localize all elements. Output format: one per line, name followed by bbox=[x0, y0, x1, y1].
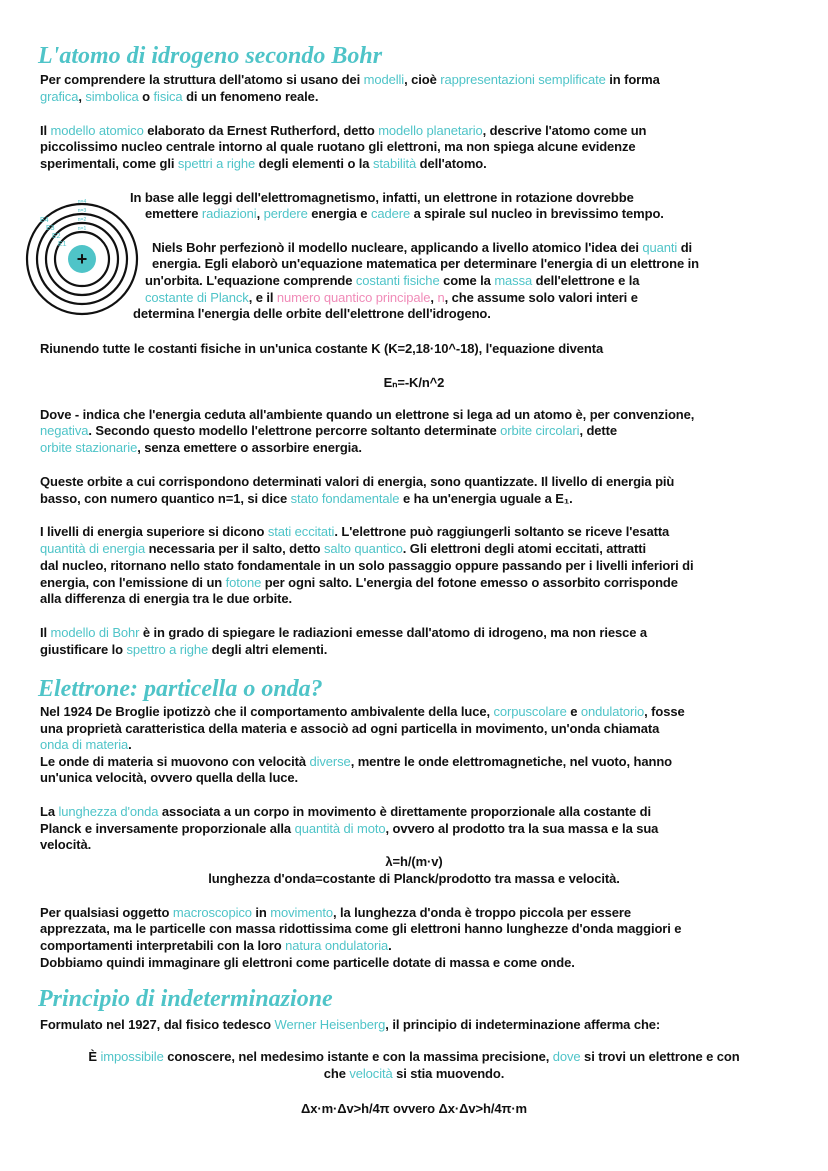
highlighted-term: modello planetario bbox=[378, 123, 483, 138]
equation-energy bbox=[0, 374, 828, 391]
text-line bbox=[40, 904, 631, 921]
section-title-bohr: L'atomo di idrogeno secondo Bohr bbox=[38, 43, 383, 69]
text-segment: determina l'energia delle orbite dell'elettrone dell'idrogeno. bbox=[133, 306, 491, 321]
energy-label: E2 bbox=[52, 233, 61, 240]
highlighted-term: n bbox=[437, 290, 445, 305]
text-segment: o bbox=[138, 89, 154, 104]
text-segment: apprezzata, ma le particelle con massa ridottissima come gli elettroni hanno lunghezze d'onda maggiori e bbox=[40, 921, 682, 936]
text-segment: Δx·m·Δv>h/4π ovvero Δx·Δv>h/4π·m bbox=[300, 1101, 528, 1116]
text-segment: . bbox=[128, 737, 132, 752]
text-segment: La bbox=[40, 804, 59, 819]
text-line bbox=[40, 753, 672, 770]
text-segment: , e il bbox=[248, 290, 277, 305]
text-segment: dell'elettrone e la bbox=[532, 273, 640, 288]
text-line bbox=[40, 523, 669, 540]
text-segment: elaborato da Ernest Rutherford, detto bbox=[143, 123, 379, 138]
highlighted-term: stato fondamentale bbox=[290, 491, 400, 506]
highlighted-term: quantità di energia bbox=[40, 541, 146, 556]
text-segment: Dove - indica che l'energia ceduta all'ambiente quando un elettrone si lega ad un atomo è, per convenzione, bbox=[40, 407, 695, 422]
text-segment: a spirale sul nucleo in brevissimo tempo. bbox=[410, 206, 664, 221]
text-segment: In base alle leggi dell'elettromagnetismo, infatti, un elettrone in rotazione dovrebbe bbox=[130, 190, 634, 205]
highlighted-term: salto quantico bbox=[323, 541, 403, 556]
text-line bbox=[152, 239, 692, 256]
text-segment: Queste orbite a cui corrispondono determinati valori di energia, sono quantizzate. Il livello di energia più bbox=[40, 474, 675, 489]
text-line bbox=[40, 439, 362, 456]
highlighted-term: grafica bbox=[40, 89, 79, 104]
text-line bbox=[40, 138, 636, 155]
text-line bbox=[40, 624, 647, 641]
text-line bbox=[133, 305, 491, 322]
highlighted-term: diverse bbox=[309, 754, 351, 769]
section-title-electron: Elettrone: particella o onda? bbox=[38, 676, 323, 702]
text-segment: , senza emettere o assorbire energia. bbox=[137, 440, 362, 455]
text-line bbox=[40, 155, 487, 172]
text-segment: . Gli elettroni degli atomi eccitati, attratti bbox=[402, 541, 646, 556]
text-segment: è in grado di spiegare le radiazioni emesse dall'atomo di idrogeno, ma non riesce a bbox=[139, 625, 647, 640]
text-segment: sperimentali, come gli bbox=[40, 156, 178, 171]
text-line bbox=[145, 205, 664, 222]
text-line bbox=[40, 820, 658, 837]
text-segment: in forma bbox=[605, 72, 660, 87]
text-segment: energia. Egli elaborò un'equazione matematica per determinare l'energia di un elettrone in bbox=[152, 256, 699, 271]
text-segment: , ovvero al prodotto tra la sua massa e la sua bbox=[385, 821, 659, 836]
text-line bbox=[40, 71, 660, 88]
text-line bbox=[40, 703, 685, 720]
highlighted-term: negativa bbox=[40, 423, 89, 438]
text-segment: Per comprendere la struttura dell'atomo si usano dei bbox=[40, 72, 364, 87]
orbit-label: n=1 bbox=[77, 226, 87, 232]
text-segment: conoscere, nel medesimo istante e con la massima precisione, bbox=[163, 1049, 553, 1064]
highlighted-term: dove bbox=[552, 1049, 581, 1064]
text-line bbox=[40, 88, 318, 105]
highlighted-term: macroscopico bbox=[172, 905, 252, 920]
text-line bbox=[40, 422, 617, 439]
text-segment: energia e bbox=[307, 206, 371, 221]
highlighted-term: costanti fisiche bbox=[355, 273, 440, 288]
text-segment: dell'atomo. bbox=[416, 156, 487, 171]
highlighted-term: rappresentazioni semplificate bbox=[440, 72, 606, 87]
text-segment: degli altri elementi. bbox=[208, 642, 328, 657]
text-segment: Le onde di materia si muovono con velocità bbox=[40, 754, 310, 769]
highlighted-term: impossibile bbox=[100, 1049, 164, 1064]
highlighted-term: costante di Planck bbox=[145, 290, 249, 305]
text-line bbox=[40, 769, 298, 786]
text-line bbox=[40, 574, 678, 591]
highlighted-term: quanti bbox=[642, 240, 678, 255]
highlighted-term: massa bbox=[494, 273, 533, 288]
text-segment: lunghezza d'onda=costante di Planck/prodotto tra massa e velocità. bbox=[208, 871, 620, 886]
text-line bbox=[145, 272, 639, 289]
equation-wavelength-words bbox=[0, 870, 828, 887]
highlighted-term: perdere bbox=[263, 206, 308, 221]
text-line bbox=[40, 1016, 660, 1033]
text-segment: , cioè bbox=[404, 72, 441, 87]
highlighted-term: onda di materia bbox=[40, 737, 129, 752]
highlighted-term: natura ondulatoria bbox=[285, 938, 389, 953]
text-line bbox=[0, 1048, 828, 1065]
text-segment: Niels Bohr perfezionò il modello nucleare, applicando a livello atomico l'idea dei bbox=[152, 240, 643, 255]
highlighted-term: simbolica bbox=[85, 89, 139, 104]
text-line bbox=[40, 641, 327, 658]
text-line bbox=[40, 937, 392, 954]
text-segment: . Secondo questo modello l'elettrone percorre soltanto determinate bbox=[88, 423, 501, 438]
text-segment: I livelli di energia superiore si dicono bbox=[40, 524, 268, 539]
energy-label: E4 bbox=[40, 217, 49, 224]
text-segment: λ=h/(m·v) bbox=[385, 854, 443, 869]
text-segment: , dette bbox=[579, 423, 618, 438]
text-segment: una proprietà caratteristica della materia e associò ad ogni particella in movimento, un'onda chiamata bbox=[40, 721, 660, 736]
text-segment: e ha un'energia uguale a E₁. bbox=[399, 491, 573, 506]
text-line bbox=[145, 289, 638, 306]
highlighted-term: orbite stazionarie bbox=[40, 440, 138, 455]
highlighted-term: movimento bbox=[270, 905, 333, 920]
highlighted-term: fisica bbox=[153, 89, 183, 104]
highlighted-term: modello atomico bbox=[50, 123, 144, 138]
highlighted-term: radiazioni bbox=[201, 206, 257, 221]
text-segment: associata a un corpo in movimento è direttamente proporzionale alla costante di bbox=[158, 804, 652, 819]
text-segment: Dobbiamo quindi immaginare gli elettroni come particelle dotate di massa e come onde. bbox=[40, 955, 575, 970]
text-segment: in bbox=[251, 905, 271, 920]
text-segment: Per qualsiasi oggetto bbox=[40, 905, 173, 920]
highlighted-term: cadere bbox=[370, 206, 411, 221]
text-line bbox=[40, 920, 681, 937]
highlighted-term: ondulatorio bbox=[580, 704, 645, 719]
highlighted-term: orbite circolari bbox=[500, 423, 580, 438]
text-segment: e bbox=[566, 704, 581, 719]
highlighted-term: corpuscolare bbox=[493, 704, 567, 719]
text-line bbox=[40, 954, 575, 971]
text-segment: piccolissimo nucleo centrale intorno al quale ruotano gli elettroni, ma non spiega alcune evidenze bbox=[40, 139, 636, 154]
text-line bbox=[40, 406, 694, 423]
highlighted-term: stabilità bbox=[372, 156, 417, 171]
highlighted-term: spettri a righe bbox=[177, 156, 256, 171]
highlighted-term: stati eccitati bbox=[267, 524, 335, 539]
section-title-uncertainty: Principio di indeterminazione bbox=[38, 986, 333, 1012]
text-segment: Eₙ=-K/n^2 bbox=[383, 375, 445, 390]
text-segment: necessaria per il salto, detto bbox=[145, 541, 324, 556]
text-segment: , bbox=[430, 290, 438, 305]
text-segment: un'unica velocità, ovvero quella della luce. bbox=[40, 770, 299, 785]
text-line bbox=[152, 255, 699, 272]
orbit-label: n=4 bbox=[77, 199, 87, 205]
text-line bbox=[40, 340, 603, 357]
text-line bbox=[40, 736, 132, 753]
text-line bbox=[40, 122, 646, 139]
highlighted-term: quantità di moto bbox=[294, 821, 386, 836]
text-segment: velocità. bbox=[40, 837, 92, 852]
text-segment: emettere bbox=[145, 206, 202, 221]
text-segment: Planck e inversamente proporzionale alla bbox=[40, 821, 295, 836]
highlighted-term: numero quantico principale bbox=[276, 290, 431, 305]
text-segment: degli elementi o la bbox=[255, 156, 373, 171]
text-segment: comportamenti interpretabili con la loro bbox=[40, 938, 286, 953]
text-segment: per ogni salto. L'energia del fotone emesso o assorbito corrisponde bbox=[261, 575, 678, 590]
text-line bbox=[0, 1065, 828, 1082]
text-segment: come la bbox=[439, 273, 495, 288]
text-segment: si trovi un elettrone e con bbox=[580, 1049, 740, 1064]
text-segment: giustificare lo bbox=[40, 642, 127, 657]
text-line bbox=[40, 557, 694, 574]
text-line bbox=[40, 473, 674, 490]
text-segment: , bbox=[78, 89, 86, 104]
text-segment: energia, con l'emissione di un bbox=[40, 575, 226, 590]
text-segment: , descrive l'atomo come un bbox=[482, 123, 647, 138]
text-segment: Nel 1924 De Broglie ipotizzò che il comportamento ambivalente della luce, bbox=[40, 704, 494, 719]
text-segment: che bbox=[323, 1066, 350, 1081]
text-segment: Il bbox=[40, 625, 51, 640]
equation-uncertainty bbox=[0, 1100, 828, 1117]
orbit-label: n=3 bbox=[77, 208, 87, 214]
text-line bbox=[130, 189, 634, 206]
text-line bbox=[40, 803, 651, 820]
text-line bbox=[40, 490, 573, 507]
highlighted-term: modelli bbox=[363, 72, 405, 87]
text-segment: basso, con numero quantico n=1, si dice bbox=[40, 491, 291, 506]
text-segment: Riunendo tutte le costanti fisiche in un'unica costante K (K=2,18·10^-18), l'equazione diventa bbox=[40, 341, 604, 356]
plus-icon: + bbox=[76, 249, 88, 269]
text-segment: Formulato nel 1927, dal fisico tedesco bbox=[40, 1017, 275, 1032]
bohr-atom-diagram bbox=[22, 198, 142, 323]
text-segment: , bbox=[256, 206, 264, 221]
highlighted-term: Werner Heisenberg bbox=[274, 1017, 386, 1032]
highlighted-term: spettro a righe bbox=[126, 642, 209, 657]
text-segment: , il principio di indeterminazione afferma che: bbox=[385, 1017, 661, 1032]
text-segment: un'orbita. L'equazione comprende bbox=[145, 273, 356, 288]
text-line bbox=[40, 540, 646, 557]
energy-label: E3 bbox=[46, 225, 55, 232]
text-segment: di bbox=[677, 240, 693, 255]
text-segment: È bbox=[88, 1049, 101, 1064]
text-segment: . L'elettrone può raggiungerli soltanto se riceve l'esatta bbox=[334, 524, 670, 539]
text-line bbox=[40, 720, 659, 737]
text-segment: , fosse bbox=[644, 704, 685, 719]
text-line bbox=[40, 590, 292, 607]
equation-wavelength bbox=[0, 853, 828, 870]
text-segment: si stia muovendo. bbox=[392, 1066, 505, 1081]
text-segment: , che assume solo valori interi e bbox=[444, 290, 638, 305]
energy-label: E1 bbox=[58, 241, 67, 248]
text-line bbox=[40, 836, 91, 853]
text-segment: , la lunghezza d'onda è troppo piccola per essere bbox=[332, 905, 631, 920]
highlighted-term: lunghezza d'onda bbox=[58, 804, 159, 819]
highlighted-term: modello di Bohr bbox=[50, 625, 140, 640]
highlighted-term: fotone bbox=[225, 575, 262, 590]
text-segment: dal nucleo, ritornano nello stato fondamentale in un solo passaggio oppure passando per i livelli inferiori di bbox=[40, 558, 694, 573]
text-segment: . bbox=[388, 938, 392, 953]
text-segment: di un fenomeno reale. bbox=[182, 89, 319, 104]
text-segment: , mentre le onde elettromagnetiche, nel vuoto, hanno bbox=[350, 754, 672, 769]
text-segment: Il bbox=[40, 123, 51, 138]
text-segment: alla differenza di energia tra le due orbite. bbox=[40, 591, 292, 606]
orbit-label: n=2 bbox=[77, 217, 87, 223]
highlighted-term: velocità bbox=[349, 1066, 393, 1081]
